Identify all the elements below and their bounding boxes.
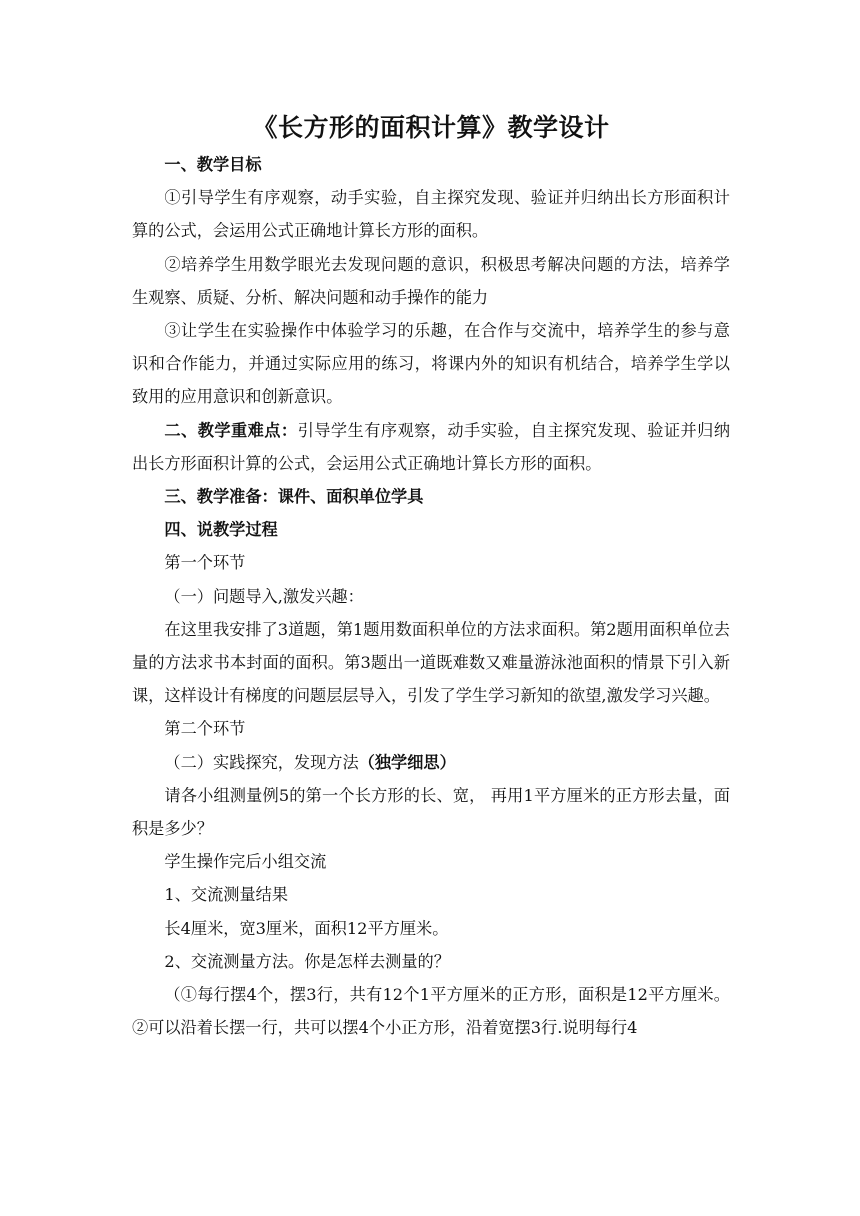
stage-two-paragraph-2: 学生操作完后小组交流	[164, 852, 327, 872]
stage-one-subheading: （一）问题导入,激发兴趣：	[164, 586, 364, 606]
stage-two-subheading-text: （二）实践探究，发现方法	[164, 752, 359, 772]
stage-two-paragraph-3: 1、交流测量结果	[164, 885, 289, 905]
stage-two-paragraph-5: 2、交流测量方法。你是怎样去测量的？	[164, 951, 450, 971]
stage-two-subheading-bold: （独学细思）	[358, 752, 456, 772]
section-heading-preparation: 三、教学准备：课件、面积单位学具	[164, 487, 424, 507]
stage-two-heading: 第二个环节	[164, 719, 246, 739]
stage-two-subheading	[132, 746, 730, 779]
stage-two-paragraph-1: 请各小组测量例5的第一个长方形的长、宽， 再用1平方厘米的正方形去量，面积是多少？	[132, 785, 730, 839]
stage-two-paragraph-4: 长4厘米，宽3厘米，面积12平方厘米。	[164, 918, 449, 938]
objective-paragraph-1: ①引导学生有序观察，动手实验，自主探究发现、验证并归纳出长方形面积计算的公式，会运用公式正确地计算长方形的面积。	[132, 188, 730, 241]
key-points-text: 引导学生有序观察，动手实验，自主探究发现、验证并归纳出长方形面积计算的公式，会运用公式正确地计算长方形的面积。	[132, 420, 731, 473]
key-points-label: 二、教学重难点：	[164, 420, 298, 440]
document-title: 《长方形的面积计算》教学设计	[252, 113, 610, 142]
section-heading-process: 四、说教学过程	[164, 520, 278, 540]
objective-paragraph-3: ③让学生在实验操作中体验学习的乐趣，在合作与交流中，培养学生的参与意识和合作能力，并通过实际应用的练习，将课内外的知识有机结合，培养学生学以致用的应用意识和创新意识。	[132, 321, 730, 407]
document-body	[132, 108, 730, 1044]
key-points-paragraph	[132, 414, 730, 480]
stage-one-paragraph: 在这里我安排了3道题，第1题用数面积单位的方法求面积。第2题用面积单位去量的方法求书本封面的面积。第3题出一道既难数又难量游泳池面积的情景下引入新课，这样设计有梯度的问题层层导入，引发了学生学习新知的欲望,激发学习兴趣。	[132, 619, 730, 706]
stage-two-paragraph-6: （①每行摆4个，摆3行，共有12个1平方厘米的正方形，面积是12平方厘米。②可以沿着长摆一行，共可以摆4个小正方形，沿着宽摆3行.说明每行4	[132, 985, 730, 1038]
objective-paragraph-2: ②培养学生用数学眼光去发现问题的意识，积极思考解决问题的方法，培养学生观察、质疑、分析、解决问题和动手操作的能力	[132, 254, 730, 307]
section-heading-objectives: 一、教学目标	[164, 155, 262, 174]
stage-one-heading: 第一个环节	[164, 553, 246, 573]
